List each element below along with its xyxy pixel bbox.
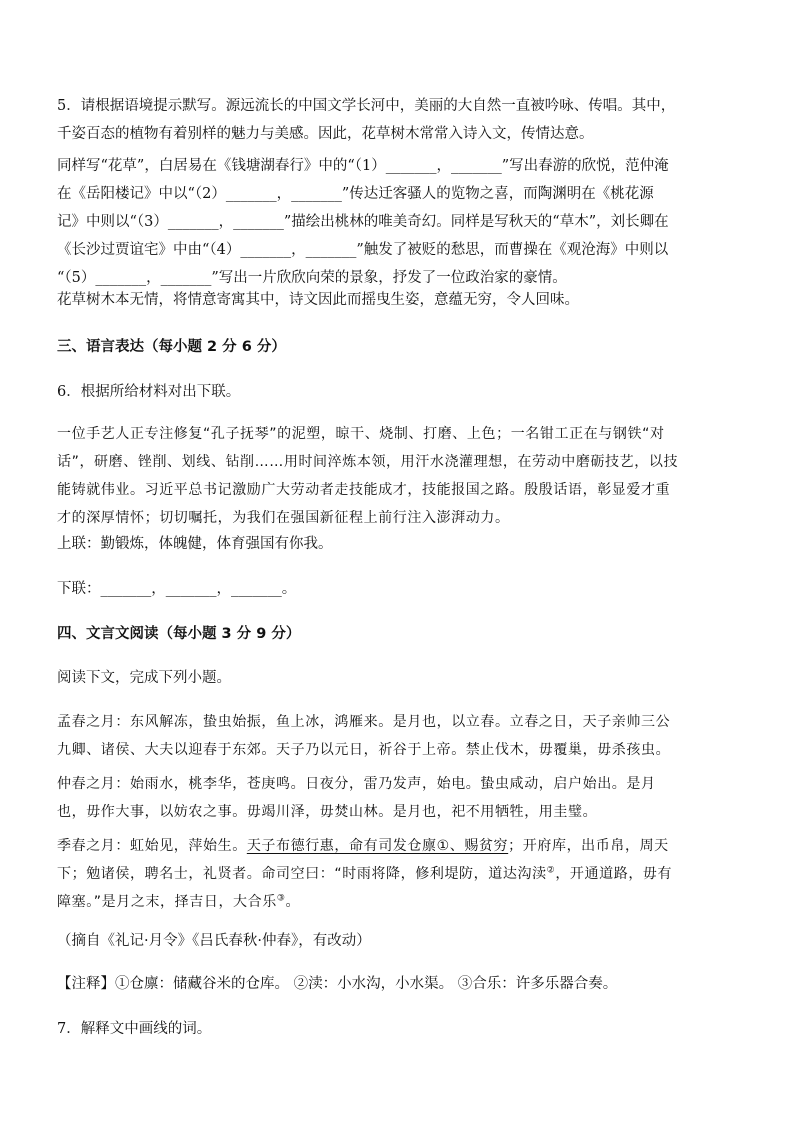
q6-title: 6．根据所给材料对出下联。 <box>57 384 241 400</box>
reading-instruction: 阅读下文，完成下列小题。 <box>57 670 231 686</box>
q5-intro-line: 5．请根据语境提示默写。源远流长的中国文学长河中，美丽的大自然一直被吟咏、传唱。其中， <box>57 98 676 114</box>
classical-text-line <box>57 832 747 860</box>
classical-text-para-3 <box>57 832 747 916</box>
para3-text: ，开通道路，毋有 <box>555 866 673 882</box>
para3-text: 下；勉诸侯，聘名士，礼贤者。命司空曰：“时雨将降，修利堤防，道达沟渎 <box>57 866 547 882</box>
q5-closing <box>57 286 747 314</box>
q5-body-line: 同样写“花草”，白居易在《钱塘湖春行》中的“（1）_______，_______”写出春游的欣悦，范仲淹 <box>57 158 669 174</box>
q5-body-line: 在《岳阳楼记》中以“（2）_______，_______”传达迁客骚人的览物之喜，而陶渊明在《桃花源 <box>57 186 654 202</box>
classical-text-line <box>57 860 747 888</box>
q6-material-line: 话”，研磨、锉削、划线、钻削……用时间淬炼本领，用汗水浇灌理想，在劳动中磨砺技艺，以技 <box>57 454 679 470</box>
lower-couplet-blank: 下联：_______，_______，_______。 <box>57 581 297 597</box>
classical-text-line: 仲春之月：始雨水，桃李华，苍庚鸣。日夜分，雷乃发声，始电。蛰虫咸动，启户始出。是月 <box>57 776 656 792</box>
q6-material-line: 才的深厚情怀；切切嘱托，为我们在强国新征程上前行注入澎湃动力。 <box>57 510 510 526</box>
para3-text: 季春之月：虹始见，萍始生。 <box>57 838 247 854</box>
classical-text-line: 也，毋作大事，以妨农之事。毋竭川泽，毋焚山林。是月也，祀不用牺牲，用圭璧。 <box>57 804 598 820</box>
q5-intro-line: 千姿百态的植物有着别样的魅力与美感。因此，花草树木常常入诗入文，传情达意。 <box>57 126 594 142</box>
classical-text-line <box>57 888 747 916</box>
section-3-heading: 三、语言表达（每小题 2 分 6 分） <box>57 339 286 355</box>
note-marker-2: ② <box>546 865 556 876</box>
classical-text-line: 孟春之月：东风解冻，蛰虫始振，鱼上冰，鸿雁来。是月也，以立春。立春之日，天子亲帅三公 <box>57 714 671 730</box>
q6-material-line: 能铸就伟业。习近平总书记激励广大劳动者走技能成才，技能报国之路。殷殷话语，彰显爱才重 <box>57 482 671 498</box>
para3-text: ；开府库，出币帛，周天 <box>508 838 669 854</box>
underlined-phrase: 天子布德行惠，命有司发仓廪①、赐贫穷 <box>246 838 509 854</box>
source-citation: （摘自《礼记·月令》《吕氏春秋·仲春》，有改动） <box>57 933 371 949</box>
q6-material <box>57 420 747 532</box>
q5-fill-blank-paragraph <box>57 152 747 292</box>
note-marker-3: ③ <box>276 893 286 904</box>
q5-closing-line: 花草树木本无情，将情意寄寓其中，诗文因此而摇曳生姿，意蕴无穷，令人回味。 <box>57 292 579 308</box>
classical-text-line: 九卿、诸侯、大夫以迎春于东郊。天子乃以元日，祈谷于上帝。禁止伐木，毋覆巢，毋杀孩虫。 <box>57 742 671 758</box>
q7-title: 7．解释文中画线的词。 <box>57 1021 212 1037</box>
q5-body-line: “（5）_______，_______”写出一片欣欣向荣的景象，抒发了一位政治家的豪情。 <box>57 270 567 286</box>
classical-text-para-2 <box>57 770 747 826</box>
section-4-heading: 四、文言文阅读（每小题 3 分 9 分） <box>57 626 301 642</box>
q6-material-line: 一位手艺人正专注修复“孔子抚琴”的泥塑，晾干、烧制、打磨、上色；一名钳工正在与钢铁“对 <box>57 426 665 442</box>
classical-text-para-1 <box>57 708 747 764</box>
upper-couplet: 上联：勤锻炼，体魄健，体育强国有你我。 <box>57 536 333 552</box>
para3-text: 障塞。”是月之末，择吉日，大合乐 <box>57 894 277 910</box>
annotation-notes: 【注释】①仓廪：储藏谷米的仓库。 ②渎：小水沟，小水渠。 ③合乐：许多乐器合奏。 <box>57 976 618 992</box>
q5-body-line: 《长沙过贾谊宅》中由“（4）_______，_______”触发了被贬的愁思，而曹操在《观沧海》中则以 <box>57 242 669 258</box>
q5-body-line: 记》中则以“（3）_______，_______”描绘出桃林的唯美奇幻。同样是写秋天的“草木”，刘长卿在 <box>57 214 669 230</box>
q5-intro <box>57 92 747 148</box>
para3-text: 。 <box>285 894 301 910</box>
